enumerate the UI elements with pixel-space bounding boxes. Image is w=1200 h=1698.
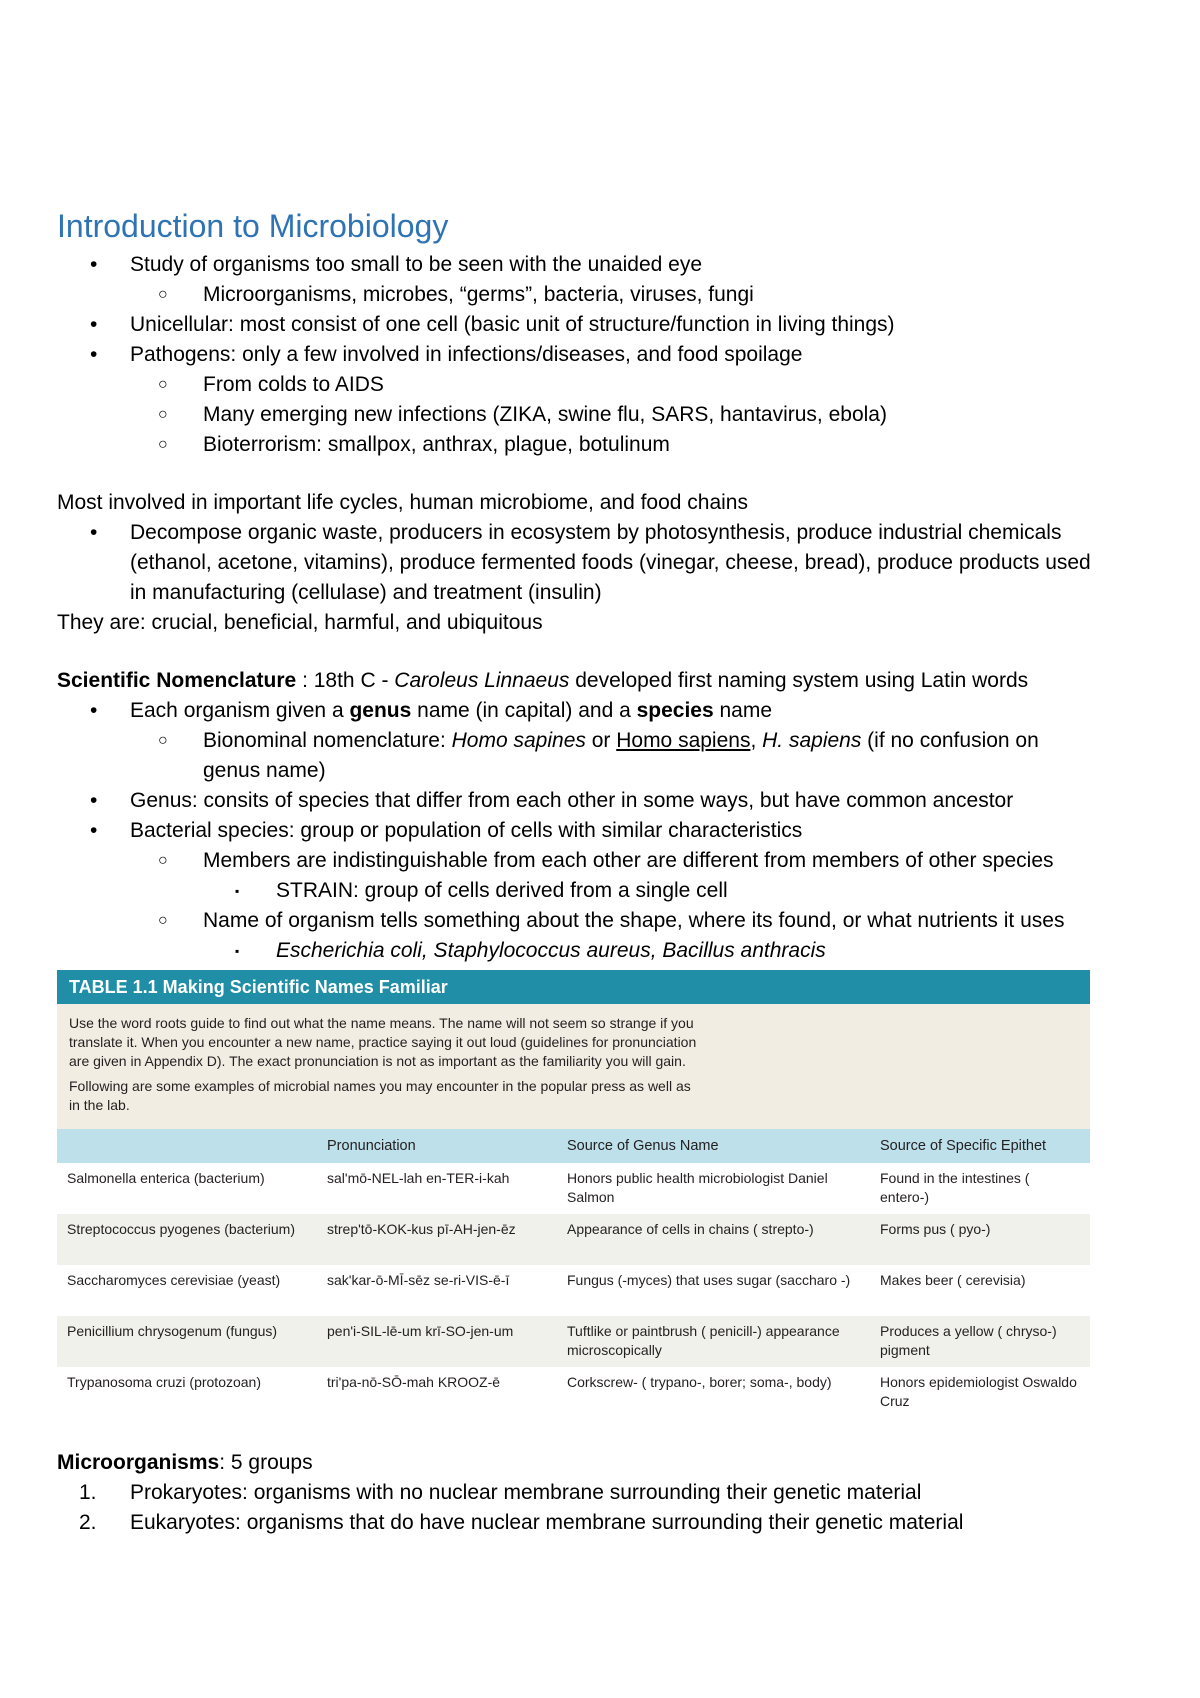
table-cell: Salmonella enterica (bacterium) — [57, 1163, 317, 1214]
table-header-row — [57, 1129, 1090, 1163]
table-cell: Corkscrew- ( trypano-, borer; soma-, body) — [557, 1367, 870, 1418]
groups-heading: Microorganisms: 5 groups — [57, 1451, 313, 1474]
list-item: 2. Eukaryotes: organisms that do have nuclear membrane surrounding their genetic material — [57, 1508, 1097, 1538]
linnaeus-name: Caroleus Linnaeus — [394, 669, 570, 692]
groups-section — [57, 1448, 1097, 1538]
column-header — [57, 1129, 317, 1163]
nomenclature-heading: Scientific Nomenclature : 18th C - Caroleus Linnaeus developed first naming system using Latin words — [57, 669, 1029, 692]
table-cell: Found in the intestines ( entero-) — [870, 1163, 1090, 1214]
scientific-names-table — [57, 1129, 1090, 1418]
table-cell: Tuftlike or paintbrush ( penicill-) appearance microscopically — [557, 1316, 870, 1367]
table-row — [57, 1265, 1090, 1316]
table-cell: Honors public health microbiologist Daniel Salmon — [557, 1163, 870, 1214]
column-header: Source of Specific Epithet — [870, 1129, 1090, 1163]
list-item: ▪ STRAIN: group of cells derived from a single cell — [57, 876, 1097, 906]
table-cell: Produces a yellow ( chryso-) pigment — [870, 1316, 1090, 1367]
bullet-icon: • — [90, 343, 98, 366]
table-row — [57, 1367, 1090, 1418]
table-cell: Trypanosoma cruzi (protozoan) — [57, 1367, 317, 1418]
list-item: • Unicellular: most consist of one cell (basic unit of structure/function in living things) — [57, 310, 1097, 340]
list-item: ▪ Escherichia coli, Staphylococcus aureus, Bacillus anthracis — [57, 936, 1097, 966]
list-item: • Genus: consits of species that differ from each other in some ways, but have common ancestor — [57, 786, 1097, 816]
bullet-icon: • — [90, 253, 98, 276]
list-item: ○ Many emerging new infections (ZIKA, swine flu, SARS, hantavirus, ebola) — [57, 400, 1097, 430]
table-cell: Forms pus ( pyo-) — [870, 1214, 1090, 1265]
table-cell: sak'kar-ō-MĪ-sēz se-ri-VIS-ē-ī — [317, 1265, 557, 1316]
list-item: ○ Bioterrorism: smallpox, anthrax, plague, botulinum — [57, 430, 1097, 460]
circle-bullet-icon: ○ — [158, 376, 168, 393]
bullet-icon: • — [90, 789, 98, 812]
circle-bullet-icon: ○ — [158, 852, 168, 869]
table-cell: sal'mō-NEL-lah en-TER-i-kah — [317, 1163, 557, 1214]
table-cell: Makes beer ( cerevisia) — [870, 1265, 1090, 1316]
list-item: ○ Microorganisms, microbes, “germs”, bacteria, viruses, fungi — [57, 280, 1097, 310]
bullet-icon: • — [90, 521, 98, 544]
list-item: • Each organism given a genus name (in capital) and a species name — [57, 696, 1097, 726]
list-item: • Decompose organic waste, producers in ecosystem by photosynthesis, produce industrial chemicals (ethanol, acetone, vitamins), produce fermented foods (vinegar, cheese, bread), produce products used in manufacturing (cellulase) and treatment (insulin) — [57, 518, 1097, 608]
table-heading: TABLE 1.1 Making Scientific Names Familiar — [57, 970, 1090, 1004]
bullet-icon: • — [90, 819, 98, 842]
circle-bullet-icon: ○ — [158, 436, 168, 453]
list-item: • Pathogens: only a few involved in infections/diseases, and food spoilage — [57, 340, 1097, 370]
list-item: ○ Members are indistinguishable from each other are different from members of other species — [57, 846, 1097, 876]
circle-bullet-icon: ○ — [158, 406, 168, 423]
table-cell: tri'pa-nō-SŌ-mah KROOZ-ē — [317, 1367, 557, 1418]
square-bullet-icon: ▪ — [235, 884, 240, 898]
column-header: Source of Genus Name — [557, 1129, 870, 1163]
table-cell: Penicillium chrysogenum (fungus) — [57, 1316, 317, 1367]
list-item: • Study of organisms too small to be seen with the unaided eye — [57, 250, 1097, 280]
table-cell: Streptococcus pyogenes (bacterium) — [57, 1214, 317, 1265]
table-cell: Honors epidemiologist Oswaldo Cruz — [870, 1367, 1090, 1418]
page-title: Introduction to Microbiology — [57, 208, 449, 244]
they-are-line: They are: crucial, beneficial, harmful, and ubiquitous — [57, 611, 543, 634]
list-item: ○ Name of organism tells something about the shape, where its found, or what nutrients it uses — [57, 906, 1097, 936]
list-item: ○ Bionominal nomenclature: Homo sapines or Homo sapiens, H. sapiens (if no confusion on genus name) — [57, 726, 1097, 786]
table-intro-paragraph: Following are some examples of microbial names you may encounter in the popular press as well as in the lab. — [69, 1078, 691, 1113]
list-number: 2. — [79, 1511, 97, 1534]
column-header: Pronunciation — [317, 1129, 557, 1163]
nomenclature-list — [57, 696, 1097, 966]
circle-bullet-icon: ○ — [158, 286, 168, 303]
nomenclature-label: Scientific Nomenclature — [57, 669, 297, 692]
table-cell: strep'tō-KOK-kus pī-AH-jen-ēz — [317, 1214, 557, 1265]
list-item: • Bacterial species: group or population of cells with similar characteristics — [57, 816, 1097, 846]
groups-list — [57, 1478, 1097, 1538]
circle-bullet-icon: ○ — [158, 732, 168, 749]
bullet-icon: • — [90, 699, 98, 722]
table-row — [57, 1214, 1090, 1265]
list-item: ○ From colds to AIDS — [57, 370, 1097, 400]
table-cell: Fungus (-myces) that uses sugar (saccharo -) — [557, 1265, 870, 1316]
intro-list — [57, 250, 1097, 460]
groups-label: Microorganisms — [57, 1451, 220, 1474]
square-bullet-icon: ▪ — [235, 944, 240, 958]
table-figure — [57, 970, 1090, 1418]
table-row — [57, 1316, 1090, 1367]
table-cell: Appearance of cells in chains ( strepto-) — [557, 1214, 870, 1265]
table-cell: pen'i-SIL-lē-um krī-SO-jen-um — [317, 1316, 557, 1367]
involved-heading: Most involved in important life cycles, human microbiome, and food chains — [57, 491, 748, 514]
spacer — [57, 638, 1097, 666]
table-intro-paragraph: Use the word roots guide to find out what the name means. The name will not seem so strange if you translate it. When you encounter a new name, practice saying it out loud (guidelines for pronunciation are given in Appendix D). The exact pronunciation is not as important as the familiarity you will gain. — [69, 1015, 697, 1069]
involved-list — [57, 518, 1097, 608]
spacer — [57, 460, 1097, 488]
table-intro — [57, 1004, 1090, 1129]
table-cell: Saccharomyces cerevisiae (yeast) — [57, 1265, 317, 1316]
circle-bullet-icon: ○ — [158, 912, 168, 929]
list-number: 1. — [79, 1481, 97, 1504]
list-item: 1. Prokaryotes: organisms with no nuclear membrane surrounding their genetic material — [57, 1478, 1097, 1508]
table-row — [57, 1163, 1090, 1214]
bullet-icon: • — [90, 313, 98, 336]
document-content — [57, 206, 1097, 1538]
